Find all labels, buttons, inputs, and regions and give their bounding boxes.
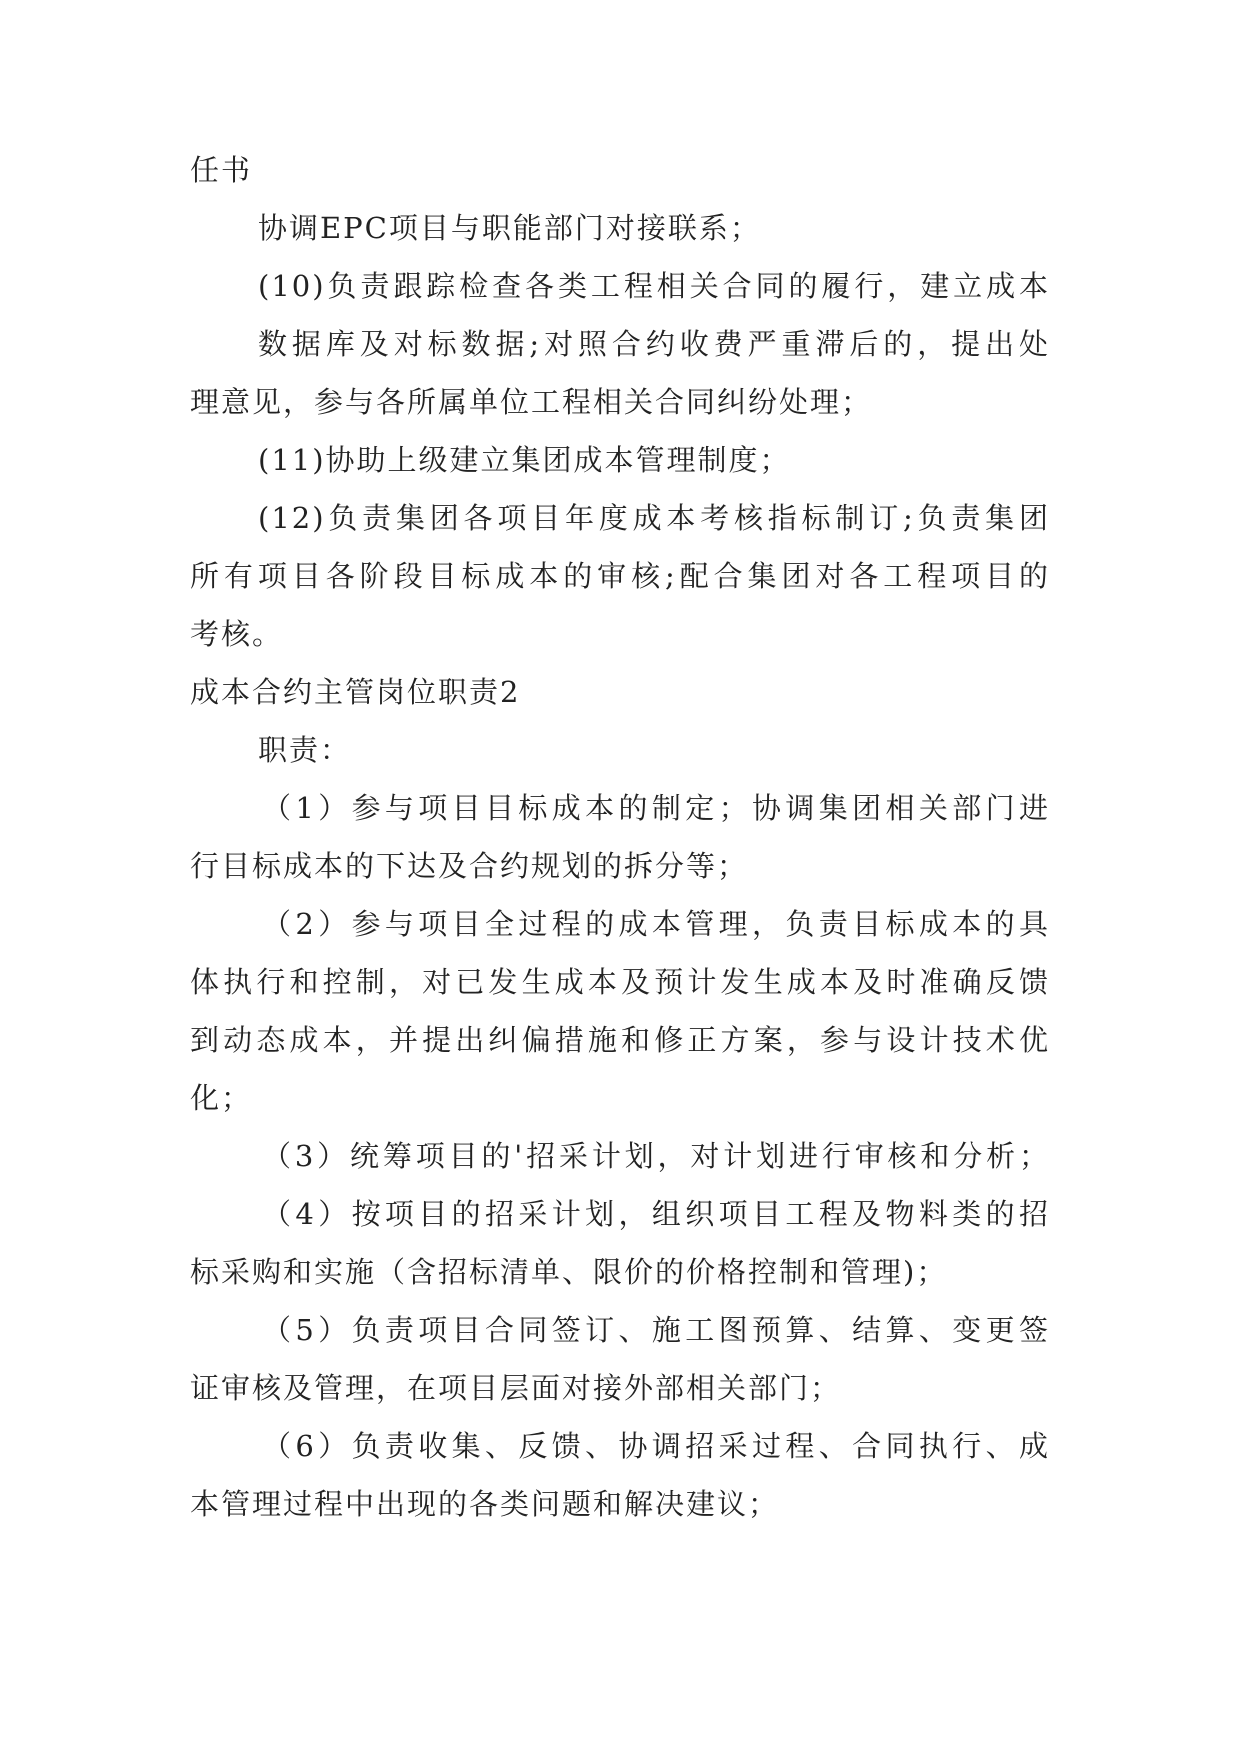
text-line: （2）参与项目全过程的成本管理，负责目标成本的具 [262, 907, 1050, 941]
section-heading: 成本合约主管岗位职责2 [190, 675, 521, 709]
text-line: （4）按项目的招采计划，组织项目工程及物料类的招 [262, 1197, 1050, 1231]
text-line: 标采购和实施（含招标清单、限价的价格控制和管理)； [190, 1255, 948, 1289]
text-line: 化； [190, 1081, 253, 1115]
text-line: 所有项目各阶段目标成本的审核;配合集团对各工程项目的 [190, 559, 1050, 593]
text-line: (12)负责集团各项目年度成本考核指标制订;负责集团 [258, 501, 1050, 535]
text-line: 行目标成本的下达及合约规划的拆分等； [190, 849, 749, 883]
text-line: 证审核及管理，在项目层面对接外部相关部门； [190, 1371, 842, 1405]
text-line: 本管理过程中出现的各类问题和解决建议； [190, 1487, 780, 1521]
text-line: 体执行和控制，对已发生成本及预计发生成本及时准确反馈 [190, 965, 1050, 999]
text-line: （1）参与项目目标成本的制定；协调集团相关部门进 [262, 791, 1050, 825]
text-line: （3）统筹项目的'招采计划，对计划进行审核和分析； [262, 1139, 1050, 1173]
text-line: 理意见，参与各所属单位工程相关合同纠纷处理； [190, 385, 873, 419]
text-line: 职责： [258, 733, 352, 767]
text-line: （5）负责项目合同签订、施工图预算、结算、变更签 [262, 1313, 1050, 1347]
text-line: 协调EPC项目与职能部门对接联系； [258, 211, 761, 245]
text-line: (11)协助上级建立集团成本管理制度； [258, 443, 791, 477]
text-line: 任书 [190, 153, 253, 187]
text-line: 考核。 [190, 617, 284, 651]
text-line: (10)负责跟踪检查各类工程相关合同的履行，建立成本 [258, 269, 1050, 303]
text-line: 到动态成本，并提出纠偏措施和修正方案，参与设计技术优 [190, 1023, 1050, 1057]
text-line: 数据库及对标数据;对照合约收费严重滞后的，提出处 [258, 327, 1050, 361]
text-line: （6）负责收集、反馈、协调招采过程、合同执行、成 [262, 1429, 1050, 1463]
